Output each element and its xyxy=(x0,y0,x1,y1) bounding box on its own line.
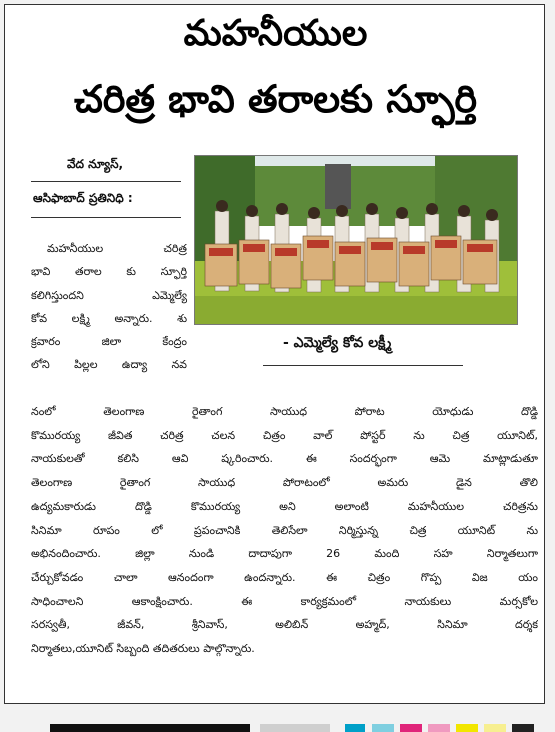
headline-line-2: చరిత్ర భావి తరాలకు స్ఫూర్తి xyxy=(73,77,478,121)
body-line: కోవ లక్ష్మి అన్నారు. శు xyxy=(31,311,187,325)
print-registration-bar xyxy=(50,724,250,732)
byline-rule-top xyxy=(31,181,181,182)
print-registration-bar xyxy=(400,724,422,732)
headline-line-1: మహనీయుల xyxy=(183,13,368,54)
article-full-width-body xyxy=(31,400,538,661)
print-registration-bar xyxy=(372,724,394,732)
body-line: సాధించాలని ఆకాంక్షించారు. ఈ కార్యక్రమంలో నాయకులు మర్సకోల xyxy=(31,594,538,608)
caption-rule xyxy=(263,365,463,366)
byline-source: వేద న్యూస్, xyxy=(67,157,124,171)
body-line: నాయకులతో కలిసి ఆవి ష్కరించారు. ఈ సందర్భంగా ఆమె మాట్లాడుతూ xyxy=(31,452,538,466)
body-line: మహనీయుల చరిత్ర xyxy=(47,242,187,255)
byline-location: ఆసిఫాబాద్ ప్రతినిధి : xyxy=(33,191,133,205)
article-left-column xyxy=(31,237,187,377)
body-line: భావి తరాల కు స్ఫూర్తి xyxy=(31,265,187,279)
print-registration-bar xyxy=(428,724,450,732)
byline-rule-bottom xyxy=(31,217,181,218)
body-line: లోని పిల్లల ఉద్యా నవ xyxy=(31,358,187,372)
body-line: క్రవారం జిలా కేంద్రం xyxy=(31,335,187,349)
body-line: నిర్మాతలు,యూనిట్ సిబ్బంది తదితరులు పాల్గొన్నారు. xyxy=(31,642,255,656)
event-photo xyxy=(194,155,518,325)
body-line: కలిగిస్తుందని ఎమ్మెల్యే xyxy=(31,288,187,302)
photo-caption: - ఎమ్మెల్యే కోవ లక్ష్మీ xyxy=(283,335,392,351)
news-clipping xyxy=(4,4,545,704)
body-line: అభినందించారు. జిల్లా నుండి దాదాపుగా 26 మంది సహ నిర్మాతలుగా xyxy=(31,547,538,561)
body-line: నంలో తెలంగాణ రైతాంగ సాయుధ పోరాట యోధుడు దొడ్డి xyxy=(31,405,538,418)
print-registration-bar xyxy=(484,724,506,732)
body-line: సినిమా రూపం లో ప్రపంచానికి తెలిసేలా నిర్మిస్తున్న చిత్ర యూనిట్ ను xyxy=(31,523,538,537)
body-line: సరస్వతీ, జీవన్, శ్రీనివాస్, అలిబిన్ అహ్మద్, సినిమా దర్శక xyxy=(31,618,538,632)
print-registration-bar xyxy=(260,724,330,732)
print-registration-bar xyxy=(512,724,534,732)
body-line: తెలంగాణ రైతాంగ సాయుధ పోరాటంలో అమరు డైన తొలి xyxy=(31,476,538,490)
print-registration-bar xyxy=(345,724,365,732)
event-photo-illustration xyxy=(195,156,517,324)
print-registration-bar xyxy=(456,724,478,732)
body-line: ఉద్యమకారుడు దొడ్డి కొమురయ్య అని అలాంటి మహనీయుల చరిత్రను xyxy=(31,499,538,513)
body-line: చేర్చుకోవడం చాలా ఆనందంగా ఉందన్నారు. ఈ చిత్రం గొప్ప విజ యం xyxy=(31,570,538,584)
body-line: కొమురయ్య జీవిత చరిత్ర చలన చిత్రం వాల్ పోస్టర్ ను చిత్ర యూనిట్, xyxy=(31,428,538,442)
